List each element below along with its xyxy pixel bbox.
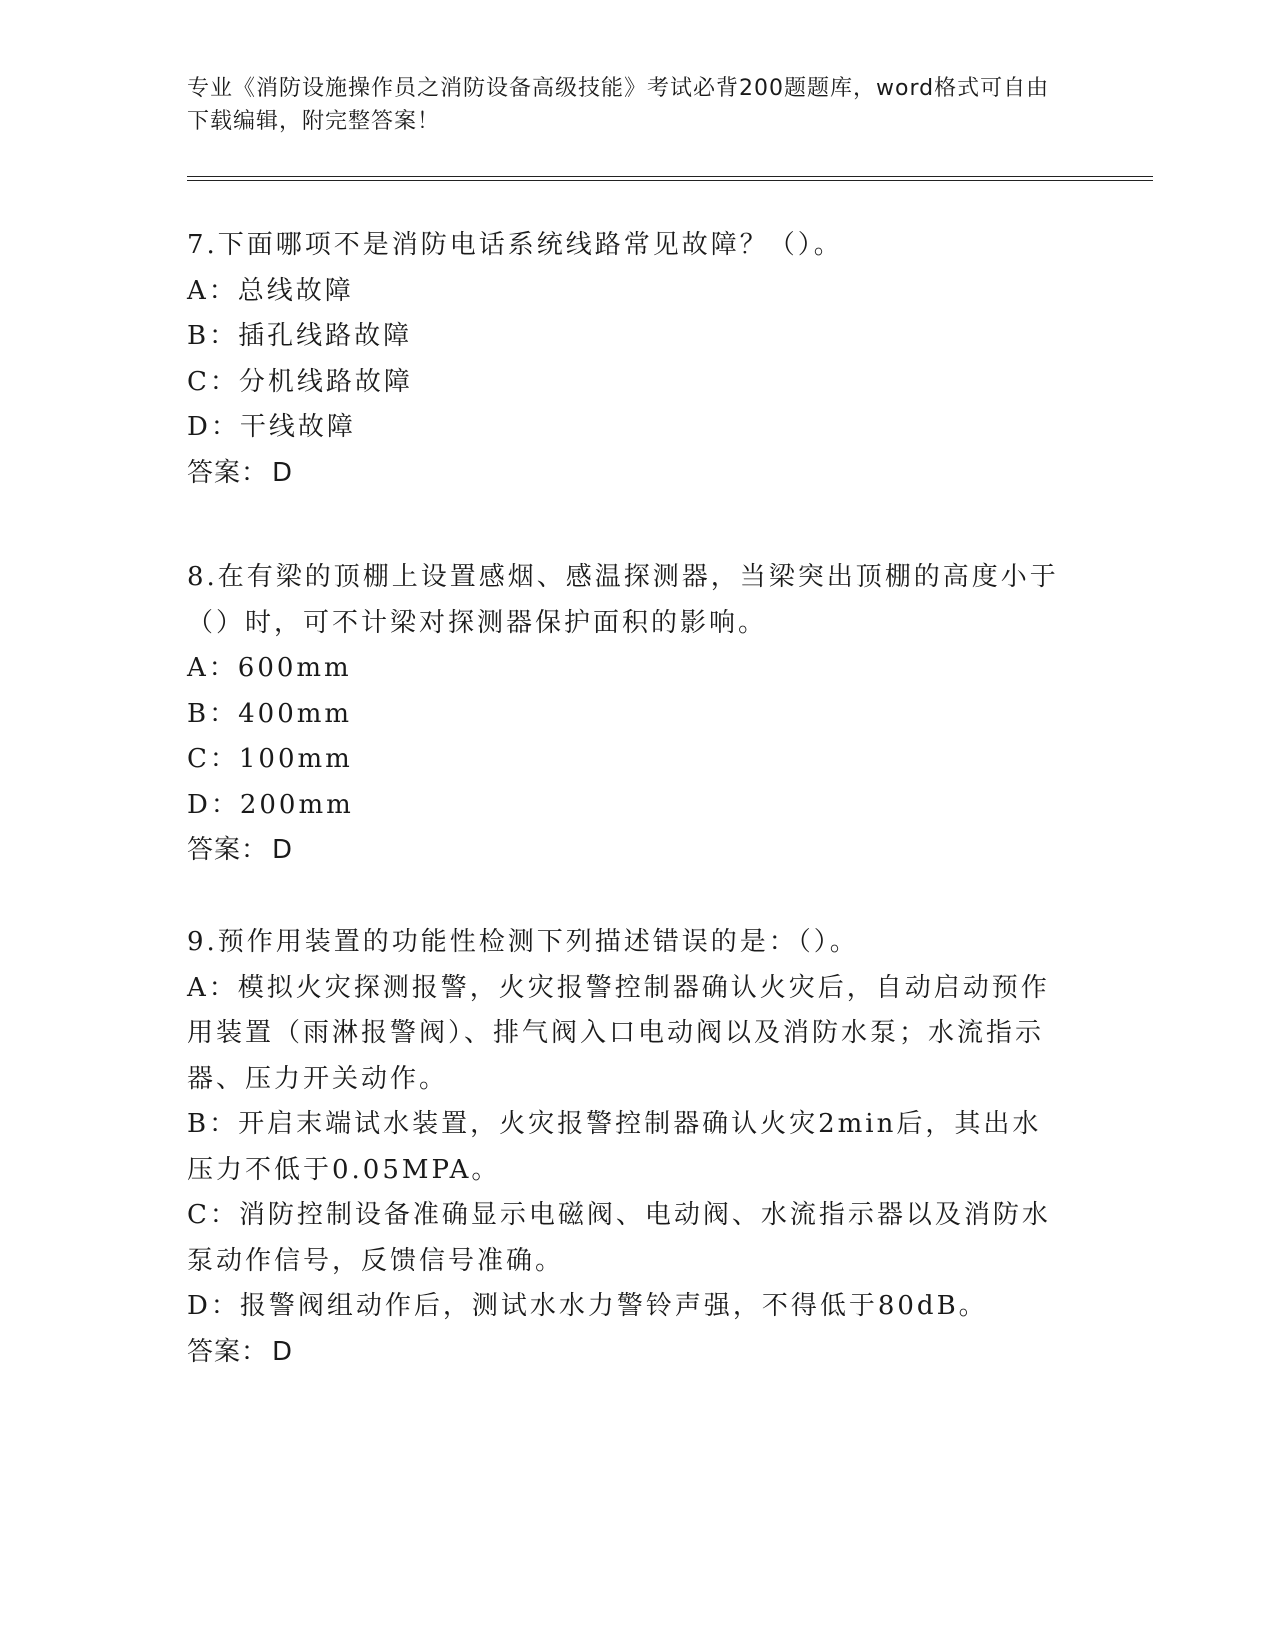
answer-line <box>187 1330 1067 1376</box>
answer-line <box>187 828 1067 874</box>
answer-label: 答案： <box>187 1336 269 1367</box>
answer-value: D <box>272 835 294 865</box>
option-b: B：插孔线路故障 <box>187 321 413 351</box>
question-stem: 7.下面哪项不是消防电话系统线路常见故障？（）。 <box>187 230 843 260</box>
question-stem: 8.在有梁的顶棚上设置感烟、感温探测器，当梁突出顶棚的高度小于（）时，可不计梁对探测器保护面积的影响。 <box>187 562 1059 638</box>
document-header <box>187 72 1067 138</box>
answer-line <box>187 451 1067 497</box>
answer-value: D <box>272 457 294 488</box>
header-double-rule <box>187 176 1153 181</box>
answer-label: 答案： <box>187 835 269 865</box>
header-text: 专业《消防设施操作员之消防设备高级技能》考试必背200题题库，word格式可自由下载编辑，附完整答案！ <box>187 76 1050 134</box>
question-9 <box>187 920 1067 1375</box>
question-7 <box>187 223 1067 496</box>
option-b: B：400mm <box>187 698 353 729</box>
answer-label: 答案： <box>187 457 269 488</box>
option-d: D：200mm <box>187 789 354 820</box>
option-c: C：100mm <box>187 744 353 774</box>
answer-value: D <box>272 1336 294 1367</box>
option-b: B：开启末端试水装置，火灾报警控制器确认火灾2min后，其出水压力不低于0.05MPA。 <box>187 1109 1042 1185</box>
option-d: D：干线故障 <box>187 412 356 442</box>
option-a: A：总线故障 <box>187 275 354 306</box>
option-a: A：模拟火灾探测报警，火灾报警控制器确认火灾后，自动启动预作用装置（雨淋报警阀）、排气阀入口电动阀以及消防水泵；水流指示器、压力开关动作。 <box>187 972 1050 1094</box>
option-d: D：报警阀组动作后，测试水水力警铃声强，不得低于80dB。 <box>187 1291 988 1321</box>
option-a: A：600mm <box>187 653 352 683</box>
question-stem: 9.预作用装置的功能性检测下列描述错误的是：（）。 <box>187 927 859 957</box>
option-c: C：消防控制设备准确显示电磁阀、电动阀、水流指示器以及消防水泵动作信号，反馈信号准确。 <box>187 1200 1051 1276</box>
option-c: C：分机线路故障 <box>187 366 413 397</box>
question-8 <box>187 555 1067 874</box>
